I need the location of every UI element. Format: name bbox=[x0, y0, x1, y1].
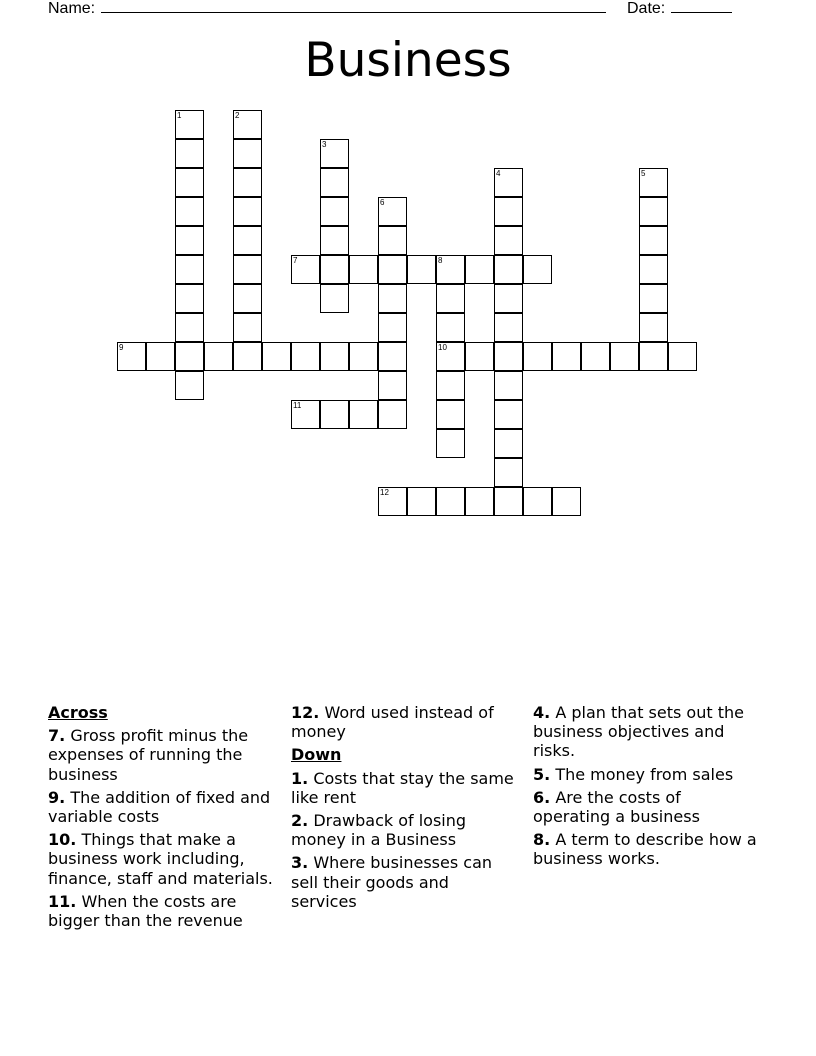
cell-number: 10 bbox=[438, 343, 447, 352]
grid-cell[interactable] bbox=[523, 487, 552, 516]
grid-cell[interactable] bbox=[320, 342, 349, 371]
clue-across-11 bbox=[48, 892, 274, 930]
across-heading: Across bbox=[48, 703, 108, 722]
down-heading: Down bbox=[291, 745, 342, 765]
clue-down-4 bbox=[533, 703, 759, 761]
cell-number: 9 bbox=[119, 343, 124, 352]
clue-number: 7. bbox=[48, 726, 66, 746]
grid-cell[interactable] bbox=[175, 226, 204, 255]
clue-number: 2. bbox=[291, 811, 309, 831]
grid-cell[interactable] bbox=[175, 371, 204, 400]
clue-number: 11. bbox=[48, 891, 77, 911]
cell-number: 6 bbox=[380, 198, 385, 207]
cell-number: 3 bbox=[322, 140, 327, 149]
clue-number: 6. bbox=[533, 787, 551, 807]
clue-down-1 bbox=[291, 769, 517, 807]
clue-column-1 bbox=[48, 703, 274, 934]
grid-cell[interactable] bbox=[175, 342, 204, 371]
clue-number: 5. bbox=[533, 764, 551, 784]
clue-across-9 bbox=[48, 788, 274, 826]
grid-cell[interactable] bbox=[320, 255, 349, 284]
grid-cell[interactable] bbox=[494, 458, 523, 487]
grid-cell[interactable] bbox=[175, 255, 204, 284]
grid-cell[interactable] bbox=[378, 342, 407, 371]
grid-cell[interactable] bbox=[494, 429, 523, 458]
grid-cell[interactable] bbox=[378, 313, 407, 342]
grid-cell[interactable] bbox=[378, 197, 407, 226]
clue-across-12 bbox=[291, 703, 517, 741]
cell-number: 5 bbox=[641, 169, 646, 178]
grid-cell[interactable] bbox=[494, 226, 523, 255]
grid-cell[interactable] bbox=[146, 342, 175, 371]
grid-cell[interactable] bbox=[494, 342, 523, 371]
grid-cell[interactable] bbox=[175, 313, 204, 342]
date-label: Date: bbox=[627, 0, 666, 17]
grid-cell[interactable] bbox=[233, 110, 262, 139]
cell-number: 7 bbox=[293, 256, 298, 265]
grid-cell[interactable] bbox=[407, 487, 436, 516]
grid-cell[interactable] bbox=[610, 342, 639, 371]
grid-cell[interactable] bbox=[639, 284, 668, 313]
clue-column-3 bbox=[533, 703, 759, 873]
clue-number: 4. bbox=[533, 703, 551, 722]
grid-cell[interactable] bbox=[378, 226, 407, 255]
grid-cell[interactable] bbox=[320, 197, 349, 226]
grid-cell[interactable] bbox=[668, 342, 697, 371]
clue-number: 8. bbox=[533, 830, 551, 850]
grid-cell[interactable] bbox=[494, 400, 523, 429]
grid-cell[interactable] bbox=[494, 313, 523, 342]
clue-text: A plan that sets out the business objectives and risks. bbox=[533, 703, 744, 761]
clue-number: 12. bbox=[291, 703, 320, 722]
clue-down-3 bbox=[291, 853, 517, 911]
cell-number: 8 bbox=[438, 256, 443, 265]
grid-cell[interactable] bbox=[175, 110, 204, 139]
clue-text: Are the costs of operating a business bbox=[533, 787, 700, 827]
grid-cell[interactable] bbox=[233, 139, 262, 168]
clue-text: A term to describe how a business works. bbox=[533, 830, 757, 869]
grid-cell[interactable] bbox=[436, 255, 465, 284]
cell-number: 1 bbox=[177, 111, 182, 120]
grid-cell[interactable] bbox=[436, 342, 465, 371]
grid-cell[interactable] bbox=[291, 342, 320, 371]
clue-text: The addition of fixed and variable costs bbox=[48, 787, 271, 827]
clue-text: Drawback of losing money in a Business bbox=[291, 811, 467, 850]
grid-cell[interactable] bbox=[639, 342, 668, 371]
clue-number: 10. bbox=[48, 830, 77, 850]
cell-number: 11 bbox=[293, 401, 302, 410]
grid-cell[interactable] bbox=[378, 487, 407, 516]
grid-cell[interactable] bbox=[465, 487, 494, 516]
grid-cell[interactable] bbox=[494, 284, 523, 313]
cell-number: 12 bbox=[380, 488, 389, 497]
grid-cell[interactable] bbox=[639, 226, 668, 255]
grid-cell[interactable] bbox=[639, 255, 668, 284]
grid-cell[interactable] bbox=[494, 255, 523, 284]
grid-cell[interactable] bbox=[262, 342, 291, 371]
clue-down-5 bbox=[533, 765, 759, 784]
grid-cell[interactable] bbox=[175, 197, 204, 226]
grid-cell[interactable] bbox=[291, 255, 320, 284]
grid-cell[interactable] bbox=[378, 371, 407, 400]
grid-cell[interactable] bbox=[349, 255, 378, 284]
grid-cell[interactable] bbox=[494, 371, 523, 400]
clue-text: Where businesses can sell their goods and services bbox=[291, 853, 493, 911]
clue-number: 9. bbox=[48, 787, 66, 807]
name-label: Name: bbox=[48, 0, 96, 17]
clue-text: The money from sales bbox=[555, 764, 734, 784]
cell-number: 4 bbox=[496, 169, 501, 178]
grid-cell[interactable] bbox=[349, 400, 378, 429]
grid-cell[interactable] bbox=[552, 487, 581, 516]
grid-cell[interactable] bbox=[436, 487, 465, 516]
grid-cell[interactable] bbox=[378, 400, 407, 429]
grid-cell[interactable] bbox=[175, 284, 204, 313]
grid-cell[interactable] bbox=[233, 313, 262, 342]
cell-number: 2 bbox=[235, 111, 240, 120]
grid-cell[interactable] bbox=[639, 168, 668, 197]
clue-text: When the costs are bigger than the revenue bbox=[48, 891, 243, 931]
grid-cell[interactable] bbox=[494, 197, 523, 226]
grid-cell[interactable] bbox=[320, 139, 349, 168]
grid-cell[interactable] bbox=[233, 168, 262, 197]
clue-column-2 bbox=[291, 703, 517, 915]
grid-cell[interactable] bbox=[639, 197, 668, 226]
grid-cell[interactable] bbox=[175, 139, 204, 168]
clue-text: Costs that stay the same like rent bbox=[291, 768, 514, 807]
clue-text: Things that make a business work including, finance, staff and materials. bbox=[48, 830, 273, 888]
clue-down-2 bbox=[291, 811, 517, 849]
clue-down-8 bbox=[533, 830, 759, 868]
clue-down-6 bbox=[533, 788, 759, 826]
grid-cell[interactable] bbox=[465, 342, 494, 371]
grid-cell[interactable] bbox=[436, 371, 465, 400]
grid-cell[interactable] bbox=[233, 284, 262, 313]
grid-cell[interactable] bbox=[378, 284, 407, 313]
grid-cell[interactable] bbox=[581, 342, 610, 371]
clue-number: 3. bbox=[291, 853, 309, 873]
grid-cell[interactable] bbox=[204, 342, 233, 371]
clue-text: Gross profit minus the expenses of running the business bbox=[48, 726, 249, 784]
clue-across-10 bbox=[48, 830, 274, 888]
grid-cell[interactable] bbox=[117, 342, 146, 371]
grid-cell[interactable] bbox=[233, 226, 262, 255]
grid-cell[interactable] bbox=[233, 197, 262, 226]
grid-cell[interactable] bbox=[407, 255, 436, 284]
grid-cell[interactable] bbox=[436, 400, 465, 429]
clue-across-7 bbox=[48, 726, 274, 784]
grid-cell[interactable] bbox=[436, 429, 465, 458]
grid-cell[interactable] bbox=[320, 400, 349, 429]
grid-cell[interactable] bbox=[320, 284, 349, 313]
grid-cell[interactable] bbox=[320, 226, 349, 255]
grid-cell[interactable] bbox=[552, 342, 581, 371]
grid-cell[interactable] bbox=[233, 255, 262, 284]
grid-cell[interactable] bbox=[320, 168, 349, 197]
grid-cell[interactable] bbox=[494, 168, 523, 197]
grid-cell[interactable] bbox=[349, 342, 378, 371]
grid-cell[interactable] bbox=[378, 255, 407, 284]
grid-cell[interactable] bbox=[639, 313, 668, 342]
grid-cell[interactable] bbox=[523, 255, 552, 284]
grid-cell[interactable] bbox=[175, 168, 204, 197]
grid-cell[interactable] bbox=[233, 342, 262, 371]
grid-cell[interactable] bbox=[465, 255, 494, 284]
puzzle-title: Business bbox=[304, 33, 512, 88]
grid-cell[interactable] bbox=[494, 487, 523, 516]
grid-cell[interactable] bbox=[523, 342, 552, 371]
clue-number: 1. bbox=[291, 768, 309, 788]
clue-text: Word used instead of money bbox=[291, 703, 494, 742]
grid-cell[interactable] bbox=[291, 400, 320, 429]
grid-cell[interactable] bbox=[436, 313, 465, 342]
grid-cell[interactable] bbox=[436, 284, 465, 313]
